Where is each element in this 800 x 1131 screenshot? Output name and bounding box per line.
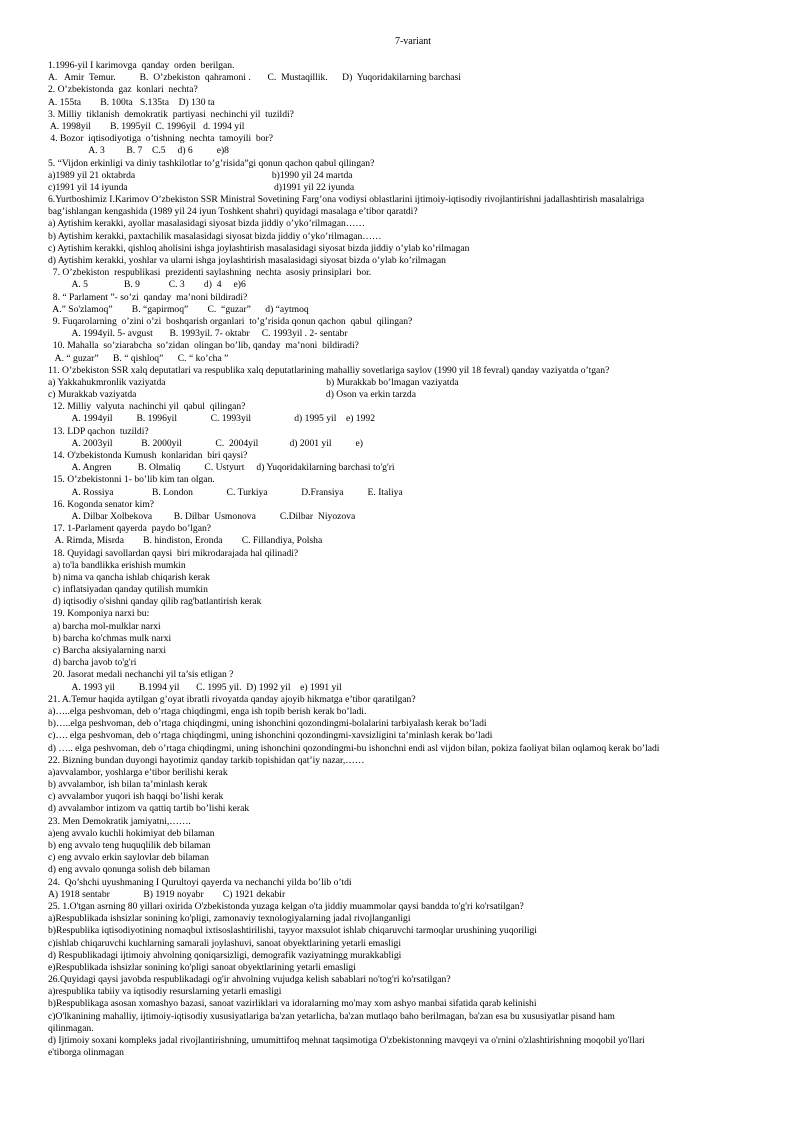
text-line: d) avvalambor intizom va qattiq tartib bo’lishi kerak: [48, 803, 250, 815]
page-title: 7-variant: [394, 36, 432, 47]
text-line: 23. Men Demokratik jamiyatni,…….: [48, 815, 191, 827]
text-line: A. “ guzar” B. “ qishloq” C. “ ko’cha ”: [48, 352, 229, 364]
text-line: b) Aytishim kerakki, paxtachilik masalasidagi siyosat bizda jiddiy o’yko’rilmagan……: [48, 230, 382, 242]
text-line: e)Respublikada ishsizlar sonining ko'pligi sanoat obyektlarining yetarli emasligi: [48, 961, 356, 973]
text-line: c) avvalambor yuqori ish haqqi bo’lishi kerak: [48, 791, 224, 803]
text-line: A. 5 B. 9 C. 3 d) 4 e)6: [48, 279, 246, 291]
text-line: 12. Milliy valyuta nachinchi yil qabul qilingan?: [48, 401, 246, 413]
text-line: d) Aytishim kerakki, yoshlar va ularni ishga joylashtirish masalasidagi siyosat bizda o’ylab ko’rilmagan: [48, 255, 446, 266]
text-line: a)avvalambor, yoshlarga e’tibor berilishi kerak: [48, 766, 228, 778]
text-line: A. Rimda, Misrda B. hindiston, Eronda C. Fillandiya, Polsha: [48, 535, 323, 547]
text-line: 18. Quyidagi savollardan qaysi biri mikrodarajada hal qilinadi?: [48, 547, 299, 559]
text-line: b)Respublikaga asosan xomashyo bazasi, sanoat vazirliklari va idoralarning mo'may xom ashyo manbai sifatida qarab kelinishi: [48, 998, 537, 1010]
text-line: a) Aytishim kerakki, ayollar masalasidagi siyosat bizda jiddiy o’yko’rilmagan……: [48, 218, 365, 230]
text-line: 2. O’zbekistonda gaz konlari nechta?: [48, 84, 198, 96]
text-line: A. Angren B. Olmaliq C. Ustyurt d) Yuqoridakilarning barchasi to'g'ri: [48, 462, 395, 474]
text-line: 24. Qo’shchi uyushmaning I Qurultoyi qayerda va nechanchi yilda bo’lib o’tdi: [48, 876, 352, 888]
text-line: 8. “ Parlament ”- so’zi qanday ma’noni bildiradi?: [48, 291, 248, 303]
text-line: b)…..elga peshvoman, deb o’rtaga chiqdingmi, uning ishonchini qozondingmi-bolalarini tarbiyalash kerak bo’ladi: [48, 718, 487, 730]
text-line: d) iqtisodiy o'sishni qanday qilib rag'batlantirish kerak: [48, 596, 262, 608]
text-line: b) barcha ko'chmas mulk narxi: [48, 632, 172, 644]
text-line: 1.1996-yil I karimovga qanday orden berilgan.: [48, 60, 235, 71]
text-line: A. 155ta B. 100ta S.135ta D) 130 ta: [48, 96, 215, 108]
text-line: 13. LDP qachon tuzildi?: [48, 425, 149, 437]
text-line: a)Respublikada ishsizlar sonining ko'pligi, zamonaviy texnologiyalarning jadal rivojlanganligi: [48, 913, 411, 925]
text-line: b) avvalambor, ish bilan ta’minlash kerak: [48, 779, 208, 791]
text-line: A) 1918 sentabr B) 1919 noyabr C) 1921 dekabir: [48, 888, 286, 900]
text-line: A. Rossiya B. London C. Turkiya D.Fransiya E. Italiya: [48, 486, 403, 498]
text-line: c)…. elga peshvoman, deb o’rtaga chiqdingmi, uning ishonchini qozondingmi-xavsizligini ta’minlash kerak bo’ladi: [48, 730, 493, 742]
text-line: 7. O’zbekiston respublikasi prezidenti saylashning nechta asosiy prinsiplari bor.: [48, 267, 372, 279]
text-line: a)…..elga peshvoman, deb o’rtaga chiqdingmi, enga ish topib berish kerak bo’ladi.: [48, 705, 367, 717]
text-line: 26.Quyidagi qaysi javobda respublikadagi og'ir ahvolning vujudga kelish sabablari no'tog'ri ko'rsatilgan?: [48, 974, 451, 986]
text-line: c)1991 yil 14 iyunda d)1991 yil 22 iyunda: [48, 181, 355, 193]
text-line: 3. Milliy tiklanish demokratik partiyasi nechinchi yil tuzildi?: [48, 108, 294, 120]
title-gap: [48, 50, 768, 60]
text-line: A. 2003yil B. 2000yil C. 2004yil d) 2001 yil e): [48, 437, 363, 449]
text-line: 10. Mahalla so’ziarabcha so’zidan olingan bo’lib, qanday ma’noni bildiradi?: [48, 340, 359, 352]
text-line: A. Dilbar Xolbekova B. Dilbar Usmonova C.Dilbar Niyozova: [48, 510, 356, 522]
text-line: c)ishlab chiqaruvchi kuchlarning samarali joylashuvi, sanoat obyektlarining yetarli emasligi: [48, 937, 402, 949]
text-line: a) Yakkahukmronlik vaziyatda b) Murakkab bo’lmagan vaziyatda: [48, 376, 459, 388]
text-line: c) Barcha aksiyalarning narxi: [48, 645, 167, 656]
text-line: a) to'la bandlikka erishish mumkin: [48, 559, 186, 571]
text-line: b) eng avvalo teng huquqlilik deb bilaman: [48, 840, 211, 851]
text-line: 25. 1.O'tgan asrning 80 yillari oxirida O'zbekistonda yuzaga kelgan o'ta jiddiy muammolar qaysi bandda to'g'ri ko'rsatilgan?: [48, 900, 524, 912]
text-line: a)1989 yil 21 oktabrda b)1990 yil 24 martda: [48, 169, 353, 181]
text-line: 9. Fuqarolarning o’zini o’zi boshqarish organlari to’g’risida qonun qachon qabul qilingan?: [48, 315, 413, 327]
text-line: 16. Kogonda senator kim?: [48, 498, 155, 510]
text-line: 14. O'zbekistonda Kumush konlaridan biri qaysi?: [48, 450, 248, 461]
text-line: 6.Yurtboshimiz I.Karimov O’zbekiston SSR Ministral Sovetining Farg’ona vodiysi oblastlarini ijtimoiy-iqtisodiy rivojlantirishni jadallashtirish masalalriga: [48, 194, 645, 206]
text-line: b) nima va qancha ishlab chiqarish kerak: [48, 571, 210, 583]
text-line: c) inflatsiyadan qanday qutilish mumkin: [48, 584, 208, 596]
text-line: c) eng avvalo erkin saylovlar deb bilaman: [48, 852, 209, 864]
text-line: a) barcha mol-mulklar narxi: [48, 620, 161, 632]
text-line: A. 1994yil B. 1996yil C. 1993yil d) 1995 yil e) 1992: [48, 413, 375, 425]
text-line: c) Murakkab vaziyatda d) Oson va erkin tarzda: [48, 389, 416, 401]
text-line: 4. Bozor iqtisodiyotiga o’tishning nechta tamoyili bor?: [48, 133, 273, 145]
text-line: d) eng avvalo qonunga solish deb bilaman: [48, 864, 210, 876]
text-line: qilinmagan.: [48, 1022, 94, 1034]
text-line: 15. O’zbekistonni 1- bo’lib kim tan olgan.: [48, 474, 215, 486]
text-line: 20. Jasorat medali nechanchi yil ta’sis etligan ?: [48, 669, 234, 681]
text-line: 19. Komponiya narxi bu:: [48, 608, 150, 620]
text-line: A. 1998yil B. 1995yil C. 1996yil d. 1994 yil: [48, 120, 245, 132]
text-line: a)eng avvalo kuchli hokimiyat deb bilaman: [48, 827, 215, 839]
text-line: d) barcha javob to'g'ri: [48, 657, 137, 669]
text-line: e'tiborga olinmagan: [48, 1047, 124, 1059]
text-line: 22. Bizning bundan duyongi hayotimiz qanday tarkib topishidan qat’iy nazar,……: [48, 754, 365, 766]
text-line: 11. O’zbekiston SSR xalq deputatlari va respublika xalq deputatlarining mahalliy sovetlariga saylov (1990 yil 18 fevral) qanday vaziyatda o’tgan?: [48, 364, 610, 376]
text-line: d) Ijtimoiy soxani kompleks jadal rivojlantirishning, umumittifoq mehnat taqsimotiga O'zbekistonning mavqeyi va o'rnini o'zlashtirishning moqobil yo'llari: [48, 1035, 645, 1046]
text-line: A. 1994yil. 5- avgust B. 1993yil. 7- oktabr C. 1993yil . 2- sentabr: [48, 328, 348, 340]
text-line: a)respublika tabiiy va iqtisodiy resurslarning yetarli emasligi: [48, 986, 282, 998]
text-line: 17. 1-Parlament qayerda paydo bo’lgan?: [48, 523, 212, 535]
text-line: d) Respublikadagi ijtimoiy ahvolning qoniqarsizligi, demografik vaziyatningg murakkabligi: [48, 949, 402, 961]
question-list: [48, 60, 768, 1059]
text-line: bag’ishlangan kengashida (1989 yil 24 iyun Toshkent shahri) quyidagi masalaga e’tibor qaratdi?: [48, 206, 418, 218]
text-line: A. 3 B. 7 C.5 d) 6 e)8: [48, 145, 229, 157]
document-page: [48, 36, 768, 1059]
text-line: d) ….. elga peshvoman, deb o’rtaga chiqdingmi, uning ishonchini qozondingmi-bu ishonchni endi asl vijdon bilan, pokiza faoliyat bilan oqlamoq kerak bo’ladi: [48, 742, 660, 754]
text-line: 21. A.Temur haqida aytilgan g’oyat ibratli rivoyatda qanday ajoyib hikmatga e’tibor qaratilgan?: [48, 693, 416, 705]
text-line: A. Amir Temur. B. O’zbekiston qahramoni . C. Mustaqillik. D) Yuqoridakilarning barchasi: [48, 72, 461, 84]
text-line: c)O'lkanining mahalliy, ijtimoiy-iqtisodiy xususiyatlariga ba'zan yetarlicha, ba'zan mutlaqo baho berilmagan, ba'zan esa bu xususiyatlar pisand ham: [48, 1010, 615, 1022]
text-line: b)Respublika iqtisodiyotining nomaqbul ixtisoslashtirilishi, tayyor maxsulot ishlab chiqaruvchi tarmoqlar urushining yuqoriligi: [48, 925, 537, 937]
text-line: c) Aytishim kerakki, qishloq aholisini ishga joylashtirish masalasidagi siyosat bizda jiddiy o’ylab ko’rilmagan: [48, 242, 470, 254]
text-line: A. 1993 yil B.1994 yil C. 1995 yil. D) 1992 yil e) 1991 yil: [48, 681, 342, 693]
text-line: 5. “Vijdon erkinligi va diniy tashkilotlar to’g’risida”gi qonun qachon qabul qilingan?: [48, 157, 375, 169]
text-line: A.” So'zlamoq” B. “gapirmoq” C. “guzar” d) “aytmoq: [48, 303, 309, 315]
